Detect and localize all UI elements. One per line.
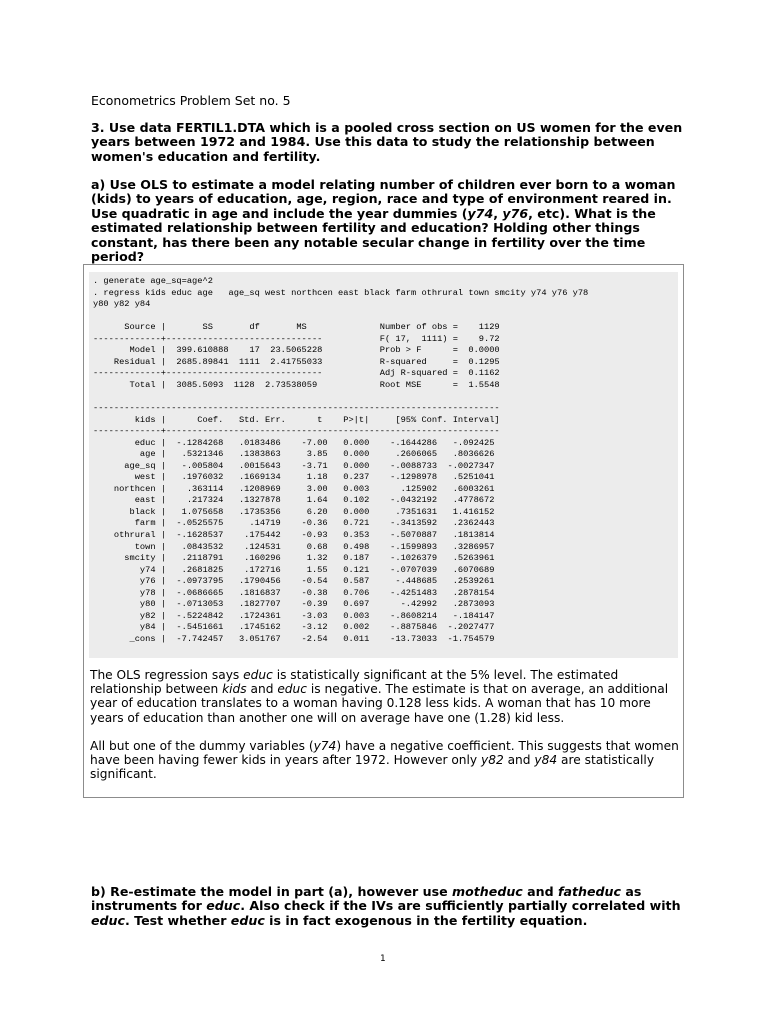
page-number: 1	[380, 954, 386, 964]
answer2-text-4: are statistically significant.	[90, 753, 655, 782]
stata-line: _cons | -7.742457 3.051767 -2.54 0.011 -13.73033 -1.754579	[93, 633, 495, 644]
answer2-var-y74: y74	[313, 739, 337, 753]
stata-line: ------------------------------------------------------------------------------	[93, 403, 500, 414]
stata-line: Source | SS df MS Number of obs = 1129	[93, 322, 500, 333]
stata-line: educ | -.1284268 .0183486 -7.00 0.000 -.1644286 -.092425	[93, 437, 495, 448]
stata-output	[89, 272, 678, 658]
question-b-var-educ-3: educ	[230, 912, 265, 928]
answer1-text-3: and	[246, 682, 278, 697]
question-b-text-5: . Test whether	[125, 912, 231, 928]
document-header: Econometrics Problem Set no. 5	[91, 93, 291, 108]
stata-line: smcity | .2118791 .160296 1.32 0.187 -.1026379 .5263961	[93, 553, 495, 564]
stata-line: Model | 399.610888 17 23.5065228 Prob > F = 0.0000	[93, 345, 500, 356]
question-a-sep: ,	[493, 205, 503, 221]
stata-line: -------------+------------------------------ Adj R-squared = 0.1162	[93, 368, 500, 379]
stata-line: northcen | .363114 .1208969 3.00 0.003 .125902 .6003261	[93, 483, 495, 494]
question-b-var-motheduc: motheduc	[452, 884, 523, 899]
stata-line: kids | Coef. Std. Err. t P>|t| [95% Conf. Interval]	[93, 414, 500, 425]
stata-line: black | 1.075658 .1735356 6.20 0.000 .7351631 1.416152	[93, 506, 495, 517]
stata-line: farm | -.0525575 .14719 -0.36 0.721 -.3413592 .2362443	[93, 518, 495, 529]
stata-line	[93, 391, 678, 403]
stata-line	[93, 311, 678, 323]
question-b-text-1: b) Re-estimate the model in part (a), however use	[91, 884, 453, 899]
answer1-var-educ: educ	[243, 668, 273, 682]
answer1-var-educ-2: educ	[277, 682, 307, 697]
answer-paragraph-2	[90, 739, 680, 782]
answer2-var-y82: y82	[480, 753, 504, 768]
answer2-text-3: and	[503, 753, 535, 768]
question-a-text-1: a) Use OLS to estimate a model relating number of children ever born to a woman (kids) to years of education, age, region, race and type of environment reared in. Use quadratic in age and include the year dummies (	[91, 177, 676, 221]
answer1-text-1: The OLS regression says	[90, 668, 244, 682]
stata-line: east | .217324 .1327878 1.64 0.102 -.0432192 .4778672	[93, 495, 495, 506]
question-a	[91, 178, 691, 264]
answer-box	[83, 264, 684, 798]
question-b	[91, 885, 691, 928]
answer1-text-2: is statistically significant at the 5% level. The estimated relationship between	[90, 668, 619, 697]
stata-line: . generate age_sq=age^2	[93, 276, 213, 286]
stata-line: -------------+----------------------------------------------------------------	[93, 426, 500, 437]
question-a-var-y74: y74	[467, 205, 494, 221]
question-b-text-3: as instruments for	[91, 884, 642, 914]
answer2-text-1: All but one of the dummy variables (	[90, 739, 314, 753]
question-b-var-educ-2: educ	[91, 912, 125, 928]
stata-line: west | .1976032 .1669134 1.18 0.237 -.1298978 .5251041	[93, 472, 495, 483]
answer1-text-4: is negative. The estimate is that on average, an additional year of education translates to a woman having 0.128 less kids. A woman that has 10 more years of education than another one will on average have one (1.28) kid less.	[90, 682, 669, 725]
stata-line: town | .0843532 .124531 0.68 0.498 -.1599893 .3286957	[93, 541, 495, 552]
stata-line: y82 | -.5224842 .1724361 -3.03 0.003 -.8608214 -.184147	[93, 610, 495, 621]
question-b-var-educ: educ	[206, 898, 241, 914]
answer-paragraph-1	[90, 668, 680, 725]
question-b-text-6: is in fact exogenous in the fertility equation.	[264, 912, 588, 928]
stata-line: age_sq | -.005804 .0015643 -3.71 0.000 -.0088733 -.0027347	[93, 460, 495, 471]
stata-line: Total | 3085.5093 1128 2.73538059 Root MSE = 1.5548	[93, 379, 500, 390]
answer2-text-2: ) have a negative coefficient. This suggests that women have been having fewer kids in years after 1972. However only	[90, 739, 679, 768]
stata-line: y76 | -.0973795 .1790456 -0.54 0.587 -.448685 .2539261	[93, 576, 495, 587]
stata-line: -------------+------------------------------ F( 17, 1111) = 9.72	[93, 333, 500, 344]
stata-line: y80 y82 y84	[93, 299, 151, 310]
question-3: 3. Use data FERTIL1.DTA which is a pooled cross section on US women for the even years between 1972 and 1984. Use this data to study the relationship between women's education and fertility.	[91, 120, 683, 164]
stata-line: y84 | -.5451661 .1745162 -3.12 0.002 -.8875846 -.2027477	[93, 622, 495, 633]
stata-line: y80 | -.0713053 .1827707 -0.39 0.697 -.42992 .2873093	[93, 599, 495, 610]
question-b-text-2: and	[522, 884, 559, 899]
question-a-var-y76: y76	[502, 205, 529, 221]
stata-line: . regress kids educ age age_sq west northcen east black farm othrural town smcity y74 y76 y78	[93, 287, 589, 298]
answer2-var-y84: y84	[534, 753, 558, 768]
stata-line: othrural | -.1628537 .175442 -0.93 0.353 -.5070887 .1813814	[93, 530, 495, 541]
question-b-var-fatheduc: fatheduc	[558, 884, 621, 899]
stata-line: y78 | -.0686665 .1816837 -0.38 0.706 -.4251483 .2878154	[93, 587, 495, 598]
question-b-text-4: . Also check if the IVs are sufficiently partially correlated with	[240, 898, 681, 914]
question-a-text-2: , etc). What is the estimated relationship between fertility and education? Holding other things constant, has there been any notable secular change in fertility over the time period?	[91, 205, 656, 265]
stata-line: Residual | 2685.89841 1111 2.41755033 R-squared = 0.1295	[93, 356, 500, 367]
answer1-var-kids: kids	[222, 682, 247, 697]
stata-line: y74 | .2681825 .172716 1.55 0.121 -.0707039 .6070689	[93, 564, 495, 575]
stata-line: age | .5321346 .1383863 3.85 0.000 .2606065 .8036626	[93, 449, 495, 460]
